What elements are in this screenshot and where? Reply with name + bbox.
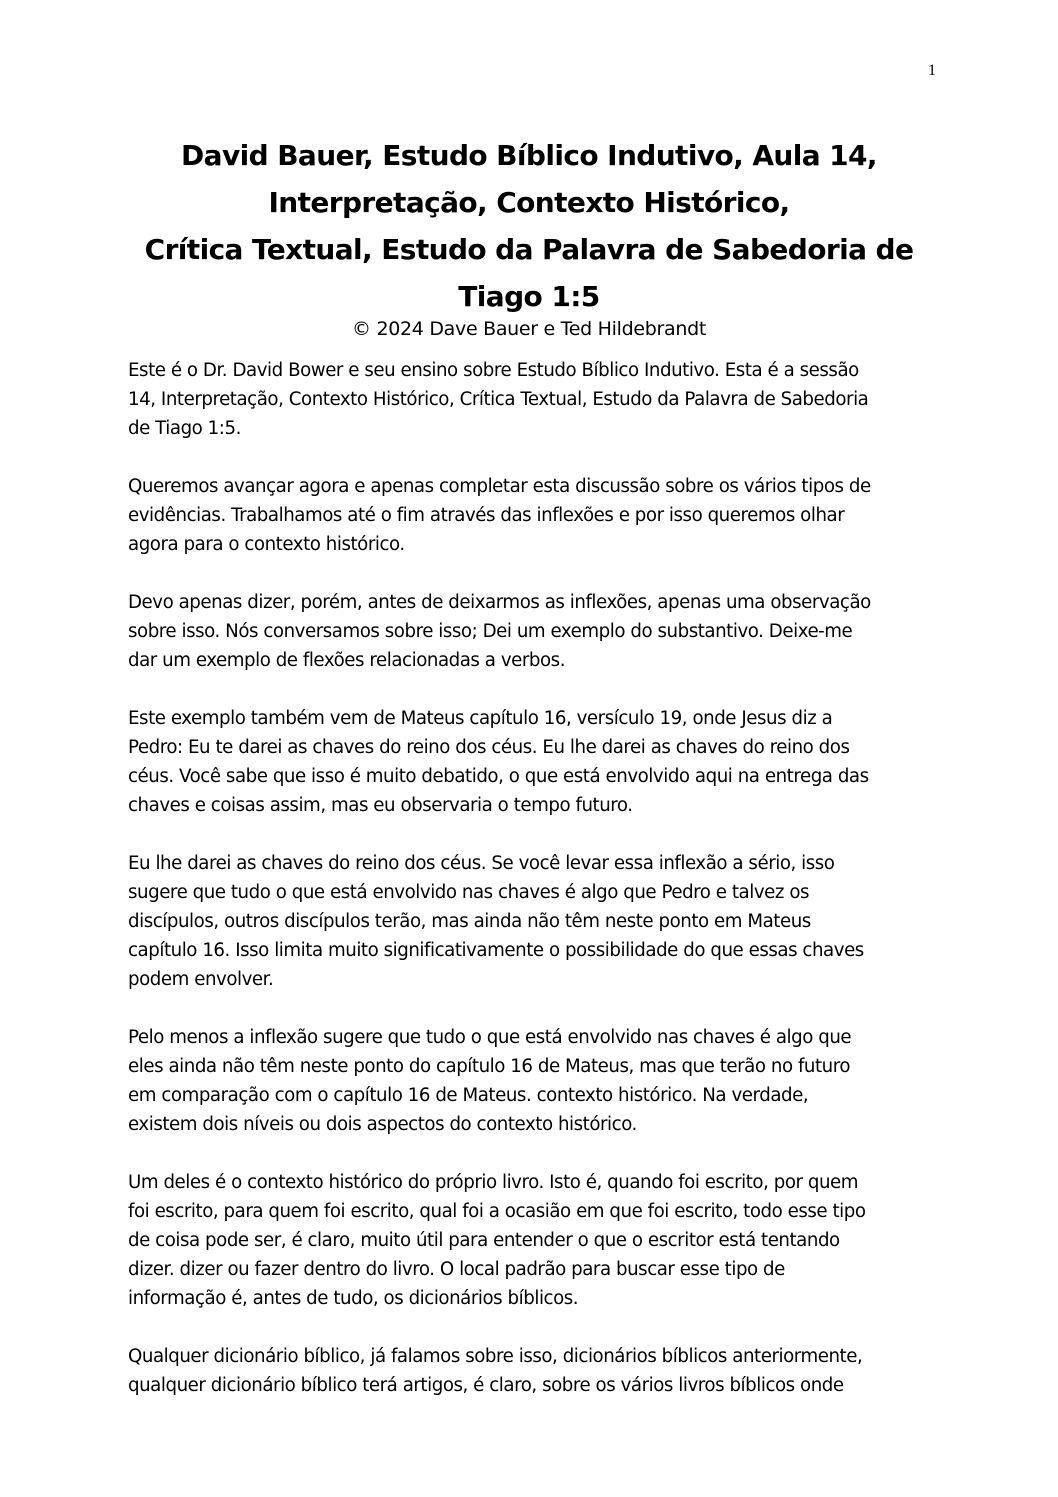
paragraph-line: agora para o contexto histórico. xyxy=(128,534,405,555)
paragraph-line: capítulo 16. Isso limita muito significativamente o possibilidade do que essas chaves xyxy=(128,940,864,961)
page-number: 1 xyxy=(928,62,936,79)
paragraph-line: Um deles é o contexto histórico do próprio livro. Isto é, quando foi escrito, por quem xyxy=(128,1172,859,1193)
paragraph-line: evidências. Trabalhamos até o fim através das inflexões e por isso queremos olhar xyxy=(128,505,845,526)
title-line: David Bauer, Estudo Bíblico Indutivo, Aula 14, xyxy=(181,139,877,172)
paragraph-line: Pelo menos a inflexão sugere que tudo o que está envolvido nas chaves é algo que xyxy=(128,1027,852,1048)
copyright-notice: © 2024 Dave Bauer e Ted Hildebrandt xyxy=(352,318,706,340)
paragraph-line: de coisa pode ser, é claro, muito útil para entender o que o escritor está tentando xyxy=(128,1230,840,1251)
paragraph xyxy=(128,704,944,820)
paragraph-line: informação é, antes de tudo, os dicionários bíblicos. xyxy=(128,1288,579,1309)
paragraph-line: sugere que tudo o que está envolvido nas chaves é algo que Pedro e talvez os xyxy=(128,882,810,903)
paragraph-line: dar um exemplo de flexões relacionadas a verbos. xyxy=(128,650,566,671)
paragraph-line: sobre isso. Nós conversamos sobre isso; Dei um exemplo do substantivo. Deixe-me xyxy=(128,621,853,642)
paragraph-line: foi escrito, para quem foi escrito, qual foi a ocasião em que foi escrito, todo esse tipo xyxy=(128,1201,866,1222)
paragraph xyxy=(128,1168,944,1313)
document-body xyxy=(128,356,944,1429)
paragraph-line: Eu lhe darei as chaves do reino dos céus. Se você levar essa inflexão a sério, isso xyxy=(128,853,835,874)
title-line: Tiago 1:5 xyxy=(458,280,600,313)
document-header xyxy=(110,132,948,344)
paragraph-line: qualquer dicionário bíblico terá artigos, é claro, sobre os vários livros bíblicos onde xyxy=(128,1375,844,1396)
paragraph-line: Queremos avançar agora e apenas completar esta discussão sobre os vários tipos de xyxy=(128,476,871,497)
paragraph-line: podem envolver. xyxy=(128,969,274,990)
paragraph-line: em comparação com o capítulo 16 de Mateus. contexto histórico. Na verdade, xyxy=(128,1085,809,1106)
paragraph-line: Devo apenas dizer, porém, antes de deixarmos as inflexões, apenas uma observação xyxy=(128,592,871,613)
paragraph-line: de Tiago 1:5. xyxy=(128,418,241,439)
paragraph xyxy=(128,1023,944,1139)
paragraph-line: existem dois níveis ou dois aspectos do contexto histórico. xyxy=(128,1114,637,1135)
title-line: Crítica Textual, Estudo da Palavra de Sabedoria de xyxy=(144,233,914,266)
document-title xyxy=(110,132,948,320)
paragraph-line: céus. Você sabe que isso é muito debatido, o que está envolvido aqui na entrega das xyxy=(128,766,869,787)
paragraph-line: dizer. dizer ou fazer dentro do livro. O local padrão para buscar esse tipo de xyxy=(128,1259,785,1280)
paragraph xyxy=(128,356,944,443)
paragraph-line: Este é o Dr. David Bower e seu ensino sobre Estudo Bíblico Indutivo. Esta é a sessão xyxy=(128,360,859,381)
paragraph-line: 14, Interpretação, Contexto Histórico, Crítica Textual, Estudo da Palavra de Sabedoria xyxy=(128,389,869,410)
paragraph xyxy=(128,1342,944,1400)
paragraph-line: eles ainda não têm neste ponto do capítulo 16 de Mateus, mas que terão no futuro xyxy=(128,1056,851,1077)
paragraph xyxy=(128,472,944,559)
paragraph-line: discípulos, outros discípulos terão, mas ainda não têm neste ponto em Mateus xyxy=(128,911,811,932)
paragraph xyxy=(128,849,944,994)
paragraph-line: Qualquer dicionário bíblico, já falamos sobre isso, dicionários bíblicos anteriormente, xyxy=(128,1346,863,1367)
paragraph xyxy=(128,588,944,675)
paragraph-line: chaves e coisas assim, mas eu observaria o tempo futuro. xyxy=(128,795,633,816)
paragraph-line: Pedro: Eu te darei as chaves do reino dos céus. Eu lhe darei as chaves do reino dos xyxy=(128,737,850,758)
paragraph-line: Este exemplo também vem de Mateus capítulo 16, versículo 19, onde Jesus diz a xyxy=(128,708,833,729)
title-line: Interpretação, Contexto Histórico, xyxy=(268,186,790,219)
